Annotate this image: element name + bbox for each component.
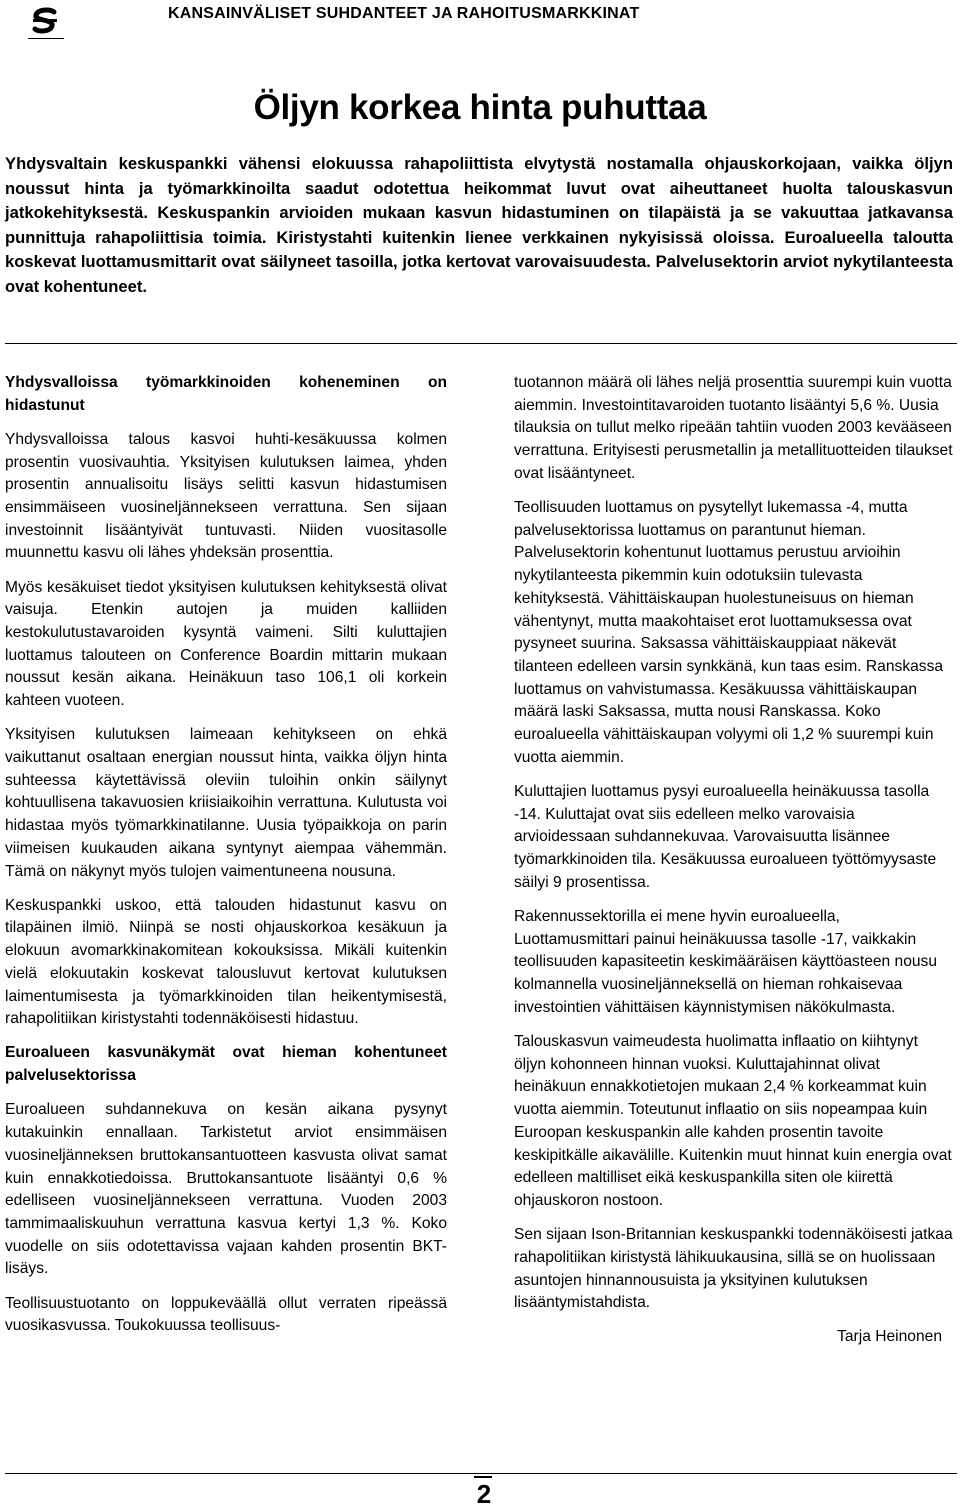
header-rule bbox=[28, 38, 64, 39]
left-column bbox=[5, 372, 447, 1349]
right-column bbox=[514, 372, 954, 1361]
paragraph: Keskuspankki uskoo, että talouden hidastunut kasvu on tilapäinen ilmiö. Niinpä se nosti ohjauskorkoa kesäkuun ja elokuun avomarkkinakomitean kokouksissa. Mikäli kuitenkin vielä elokuutakin koskevat talousluvut kertovat kulutuksen laimentumisesta ja työmarkkinoiden tilan heikentymisestä, rahapolitiikan kiristystahti todennäköisesti hidastuu. bbox=[5, 896, 447, 1028]
paragraph: Euroalueen suhdannekuva on kesän aikana pysynyt kutakuinkin ennallaan. Tarkistetut arviot ensimmäisen vuosineljänneksen bruttokansantuotteen kasvusta olivat samat kuin ennakkotiedoissa. Bruttokansantuote lisääntyi 0,6 % edelliseen vuosineljännekseen verrattuna. Vuoden 2003 tammimaaliskuuhun verrattuna kasvua kertyi 1,3 %. Koko vuodelle on siis odotettavissa vajaan kahden prosentin BKT-lisäys. bbox=[5, 1101, 447, 1278]
page-number-rule bbox=[474, 1476, 492, 1478]
paragraph: tuotannon määrä oli lähes neljä prosenttia suurempi kuin vuotta aiemmin. Investointitavaroiden tuotanto lisääntyi 5,6 %. Uusia tilauksia on tullut melko ripeään tahtiin vuoden 2003 kevääseen verrattuna. Erityisesti perusmetallin ja metallituotteiden tilaukset ovat lisääntyneet. bbox=[514, 374, 953, 482]
section-heading-euro: Euroalueen kasvunäkymät ovat hieman kohentuneet palvelusektorissa bbox=[5, 1044, 447, 1085]
lead-paragraph: Yhdysvaltain keskuspankki vähensi elokuussa rahapoliittista elvytystä nostamalla ohjauskorkojaan, vaikka öljyn noussut hinta ja työmarkkinoilta saadut odotettua heikommat luvut ovat aiheuttaneet huolta talouskasvun jatkokehityksestä. Keskuspankin arvioiden mukaan kasvun hidastuminen on tilapäistä ja se vakuuttaa jatkavansa punnittuja rahapoliittisia toimia. Kiristystahti kuitenkin lienee verkkainen nykyisissä oloissa. Euroalueella taloutta koskevat luottamusmittarit ovat säilyneet tasoilla, jotka kertovat varovaisuudesta. Palvelusektorin arviot nykytilanteesta ovat kohentuneet. bbox=[5, 154, 953, 296]
paragraph: Yhdysvalloissa talous kasvoi huhti-kesäkuussa kolmen prosentin vuosivauhtia. Yksityisen kulutuksen laimea, yhden prosentin annualisoitu lisäys selitti kasvun hidastumisen ensimmäiseen vuosineljännekseen verrattuna. Sen sijaan investoinnit lisääntyivät tuntuvasti. Niiden vuositasolle muunnettu kasvu oli lähes yhdeksän prosenttia. bbox=[5, 430, 447, 562]
page-title: Öljyn korkea hinta puhuttaa bbox=[253, 88, 707, 127]
divider-top bbox=[5, 343, 957, 344]
paragraph: Talouskasvun vaimeudesta huolimatta inflaatio on kiihtynyt öljyn kohonneen hinnan vuoksi. Kuluttajahinnat olivat heinäkuun ennakkotietojen mukaan 2,4 % korkeammat kuin vuotta aiemmin. Toteutunut inflaatio on siis nopeampaa kuin Euroopan keskuspankin alle kahden prosentin tavoite keskipitkälle aikavälille. Kuitenkin muut hinnat kuin energia ovat edelleen maltilliset eikä keskuspankilla siten ole kiirettä ohjauskoron nostoon. bbox=[514, 1032, 952, 1209]
paragraph: Yksityisen kulutuksen laimeaan kehitykseen on ehkä vaikuttanut osaltaan energian noussut hinta, vaikka öljyn hinta suhteessa käytettävissä oleviin tuloihin onkin säilynyt kohtuullisena takavuosien kriisiaikoihin verrattuna. Kulutusta voi hidastaa myös työmarkkinatilanne. Uusia työpaikkoja on parin viimeisen kuukauden aikana syntynyt aiempaa vähemmän. Tämä on näkynyt myös tulojen vaimentuneena nousuna. bbox=[5, 726, 447, 880]
page-number: 2 bbox=[476, 1479, 492, 1509]
paragraph: Teollisuuden luottamus on pysytellyt lukemassa -4, mutta palvelusektorissa luottamus on parantunut hieman. Palvelusektorin kohentunut luottamus perustuu arvioihin nykytilanteesta pikemmin kuin odotuksiin tulevasta kehityksestä. Vähittäiskaupan huolestuneisuus on hieman vähentynyt, mutta maakohtaiset erot luottamuksessa ovat pysyneet suurina. Saksassa vähittäiskauppiaat näkevät tilanteen edelleen varsin synkkänä, kun taas esim. Ranskassa luottamus on vahvistumassa. Kesäkuussa vähittäiskaupan määrä laski Saksassa, mutta nousi Ranskassa. Koko euroalueella vähittäiskaupan volyymi oli 1,2 % suurempi kuin vuotta aiemmin. bbox=[514, 499, 944, 766]
author-signature: Tarja Heinonen bbox=[837, 1328, 942, 1346]
page-header bbox=[0, 0, 960, 40]
pankki-logo-icon bbox=[30, 6, 60, 36]
header-title: KANSAINVÄLISET SUHDANTEET JA RAHOITUSMARKKINAT bbox=[168, 5, 640, 22]
paragraph: Rakennussektorilla ei mene hyvin euroalueella, Luottamusmittari painui heinäkuussa tasolle -17, vaikkakin teollisuuden kapasiteetin keskimääräisen käyttöasteen nousu kolmannella vuosineljänneksellä on hieman rohkaisevaa investointien vähittäisen käynnistymisen näkökulmasta. bbox=[514, 907, 938, 1016]
paragraph: Myös kesäkuiset tiedot yksityisen kulutuksen kehityksestä olivat vaisuja. Etenkin autojen ja muiden kalliiden kestokulutustavaroiden kysyntä vaimeni. Silti kuluttajien luottamus talouteen on Conference Boardin mittarin mukaan noussut kesän aikana. Heinäkuun taso 106,1 oli korkein kahteen vuoteen. bbox=[5, 578, 447, 710]
divider-bottom bbox=[5, 1473, 957, 1474]
paragraph: Teollisuustuotanto on loppukeväällä ollut verraten ripeässä vuosikasvussa. Toukokuussa teollisuus- bbox=[5, 1294, 447, 1335]
section-heading-usa: Yhdysvalloissa työmarkkinoiden koheneminen on hidastunut bbox=[5, 374, 447, 414]
paragraph: Sen sijaan Ison-Britannian keskuspankki todennäköisesti jatkaa rahapolitiikan kiristystä lähikuukausina, sillä se on huolissaan asuntojen hinnannousuista ja yksityinen kulutuksen lisääntymistahdista. bbox=[514, 1226, 953, 1312]
paragraph: Kuluttajien luottamus pysyi euroalueella heinäkuussa tasolla -14. Kuluttajat ovat siis edelleen melko varovaisia arvioidessaan suhdannekuvaa. Varovaisuutta lisännee työmarkkinoiden tila. Kesäkuussa euroalueen työttömyysaste säilyi 9 prosentissa. bbox=[514, 782, 937, 891]
